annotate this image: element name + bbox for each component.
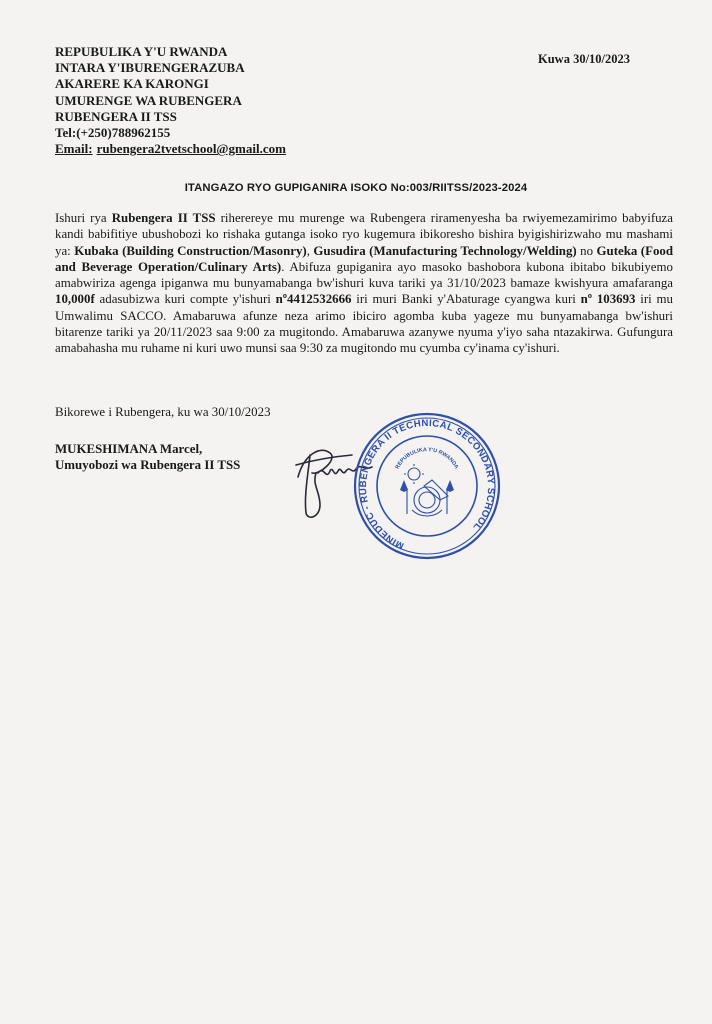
body-paragraph: Ishuri rya Rubengera II TSS riherereye mu murenge wa Rubengera riramenyesha ba rwiyemezamirimo babyifuza kandi babifitiye ubushobozi ko rishaka gutanga isoko ryo kugemura ibikoresho bishira byigishirizwaho mu mashami ya: Kubaka (Building Construction/Masonry), Gusudira (Manufacturing Technology/Welding) no Guteka (Food and Beverage Operation/Culinary Arts). Abifuza gupiganira ayo masoko bashobora kubona ibitabo bikubiyemo amabwiriza agenga ipiganwa mu bunyamabanga bw'ishuri kuva tariki ya 31/10/2023 bamaze kwishyura amafaranga 10,000f adasubizwa kuri compte y'ishuri nº4412532666 iri muri Banki y'Abaturage cyangwa kuri nº 103693 iri mu Umwalimu SACCO. Amabaruwa afunze neza arimo ibiciro agomba kuba yageze mu bunyamabanga bw'ishuri bitarenze tariki ya 20/11/2023 saa 9:00 za mugitondo. Amabaruwa azanywe nyuma y'iyo saha ntazakirwa. Gufungura amabahasha mu ruhame ni kuri uwo munsi saa 9:30 za mugitondo mu cyumba cy'inama cy'ishuri. [55, 211, 674, 356]
email-address: rubengera2tvetschool@gmail.com [96, 141, 286, 157]
svg-text:MINEDUC - RUBENGERA II TECHNIC [358, 418, 496, 551]
closing-line: Bikorewe i Rubengera, ku wa 30/10/2023 [55, 405, 271, 419]
fee-amount-bold: 10,000f [55, 292, 95, 307]
letterhead-line-district: AKARERE KA KARONGI [55, 76, 209, 92]
notice-body [55, 210, 673, 357]
email-label: Email: [55, 141, 93, 157]
letterhead-line-school: RUBENGERA II TSS [55, 108, 177, 124]
stamp-ring-text: MINEDUC - RUBENGERA II TECHNICAL SECONDARY SCHOOL [357, 417, 497, 552]
svg-text:REPUBULIKA Y'U RWANDA [395, 447, 460, 470]
notice-title: ITANGAZO RYO GUPIGANIRA ISOKO No:003/RIITSS/2023-2024 [184, 182, 528, 194]
signer-name: MUKESHIMANA Marcel, [55, 442, 203, 456]
sacco-account-bold: nº 103693 [580, 292, 636, 307]
letterhead-email-line [55, 141, 286, 157]
letterhead-line-country: REPUBULIKA Y'U RWANDA [55, 44, 228, 59]
stamp-inner-text: REPUBULIKA Y'U RWANDA [394, 447, 460, 471]
dept-welding-bold: Gusudira (Manufacturing Technology/Welding) [313, 243, 577, 258]
school-stamp-icon [352, 410, 502, 562]
signer-role: Umuyobozi wa Rubengera II TSS [55, 458, 241, 472]
dept-building-bold: Kubaka (Building Construction/Masonry) [74, 243, 307, 258]
letterhead [55, 44, 286, 157]
dept-culinary-bold: Guteka (Food and Beverage Operation/Culinary Arts) [55, 243, 674, 274]
signer-block [55, 441, 240, 473]
letterhead-line-sector: UMURENGE WA RUBENGERA [55, 92, 242, 108]
bank-account-bold: nº4412532666 [275, 292, 352, 307]
letterhead-line-phone: Tel:(+250)788962155 [55, 125, 171, 141]
letter-date: Kuwa 30/10/2023 [538, 52, 631, 66]
school-name-bold: Rubengera II TSS [111, 211, 216, 225]
letterhead-line-province: INTARA Y'IBURENGERAZUBA [55, 60, 245, 76]
